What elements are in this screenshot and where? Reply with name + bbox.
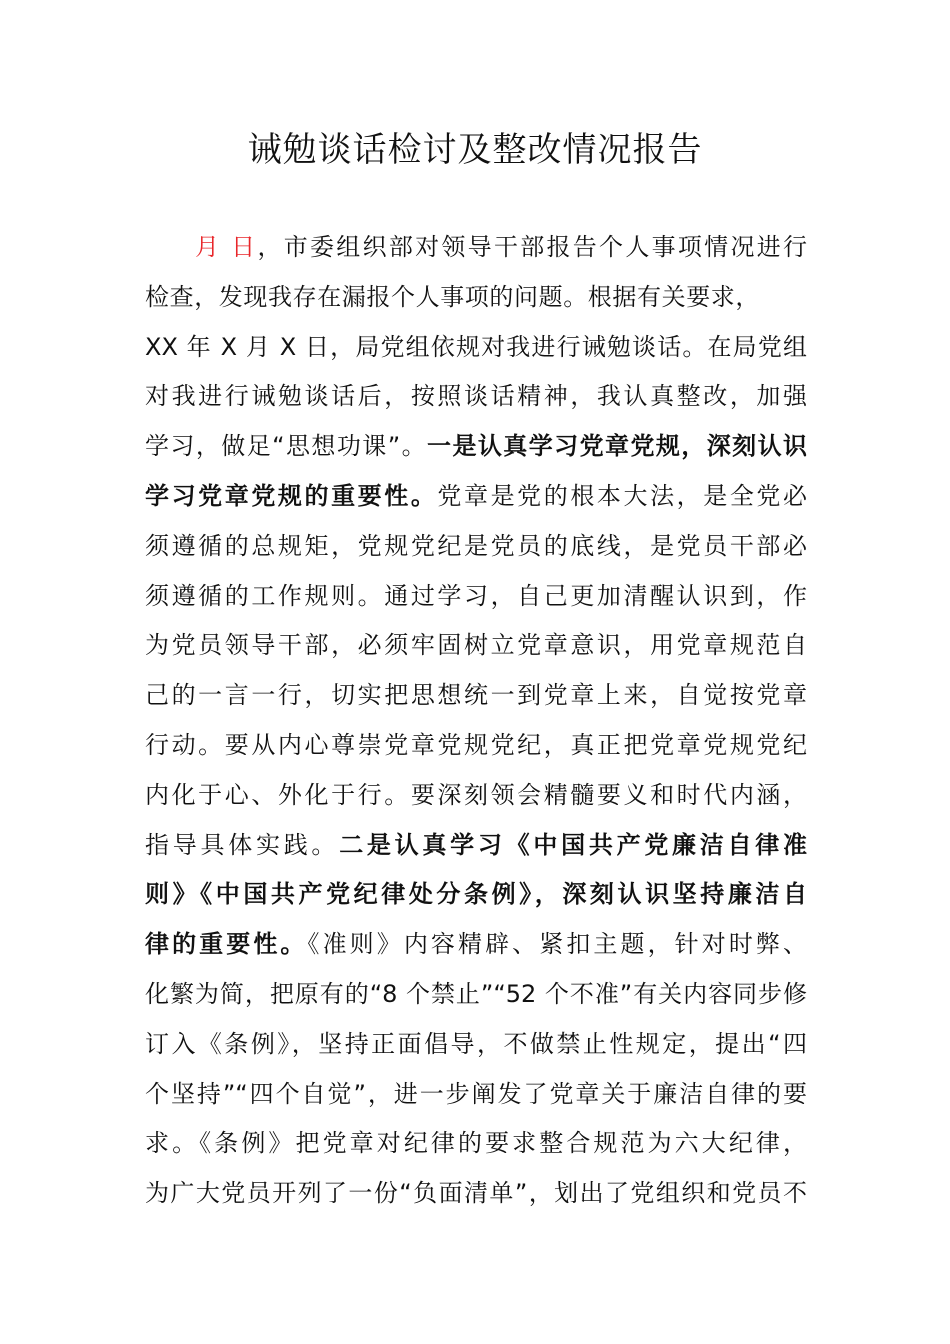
body-text: 学习，做足“思想功课”。	[145, 432, 428, 461]
body-text: 求。《条例》把党章对纪律的要求整合规范为六大纪律，	[145, 1129, 807, 1158]
paragraph-line	[145, 870, 807, 920]
bold-heading-text: 一是认真学习党章党规，深刻认识	[427, 432, 808, 461]
document-title: 诫勉谈话检讨及整改情况报告	[247, 130, 703, 170]
body-text: 行动。要从内心尊崇党章党规党纪，真正把党章党规党纪	[145, 730, 807, 759]
body-text: 《准则》内容精辟、紧扣主题，针对时弊、	[307, 930, 807, 959]
paragraph-line	[145, 572, 807, 622]
body-text: 须遵循的工作规则。通过学习，自己更加清醒认识到，作	[145, 581, 807, 610]
document-body	[145, 223, 807, 1219]
date-placeholder-text: 月 日	[195, 233, 258, 261]
bold-heading-text: 二是认真学习《中国共产党廉洁自律准	[339, 830, 808, 859]
bold-heading-text: 律的重要性。	[145, 930, 308, 959]
paragraph-line	[145, 273, 807, 323]
paragraph-line	[145, 372, 807, 422]
body-text: 指导具体实践。	[145, 830, 340, 859]
bold-heading-text: 学习党章党规的重要性。	[145, 481, 438, 510]
body-text: 为广大党员开列了一份“负面清单”，划出了党组织和党员不	[145, 1179, 807, 1208]
paragraph-line	[145, 522, 807, 572]
bold-heading-text: 则》《中国共产党纪律处分条例》，深刻认识坚持廉洁自	[145, 880, 807, 909]
paragraph-line	[145, 422, 807, 472]
paragraph-line	[145, 771, 807, 821]
body-text: 为党员领导干部，必须牢固树立党章意识，用党章规范自	[145, 631, 807, 660]
body-text: 党章是党的根本大法，是全党必	[437, 481, 808, 510]
paragraph-line	[145, 821, 807, 871]
paragraph-line	[145, 721, 807, 771]
body-text: 己的一言一行，切实把思想统一到党章上来，自觉按党章	[145, 681, 807, 710]
paragraph-line	[145, 621, 807, 671]
paragraph-line	[145, 671, 807, 721]
body-text: 内化于心、外化于行。要深刻领会精髓要义和时代内涵，	[145, 780, 807, 809]
paragraph-line	[145, 472, 807, 522]
body-text: 个坚持”“四个自觉”，进一步阐发了党章关于廉洁自律的要	[145, 1079, 807, 1108]
body-text: 订入《条例》，坚持正面倡导，不做禁止性规定，提出“四	[145, 1029, 807, 1058]
body-text: 须遵循的总规矩，党规党纪是党员的底线，是党员干部必	[145, 531, 807, 560]
paragraph-line	[145, 1020, 807, 1070]
body-text: 检查，发现我存在漏报个人事项的问题。根据有关要求，	[145, 282, 760, 311]
paragraph-line	[145, 1169, 807, 1219]
body-text: 化繁为简，把原有的“8 个禁止”“52 个不准”有关内容同步修	[145, 979, 807, 1008]
body-text: 对我进行诫勉谈话后，按照谈话精神，我认真整改，加强	[145, 382, 807, 411]
paragraph-line	[145, 1070, 807, 1120]
paragraph-line	[145, 223, 807, 273]
paragraph-line	[145, 920, 807, 970]
body-text: ，市委组织部对领导干部报告个人事项情况进行	[257, 233, 807, 261]
body-text: XX 年 X 月 X 日，局党组依规对我进行诫勉谈话。在局党组	[145, 332, 807, 361]
paragraph-line	[145, 1119, 807, 1169]
paragraph-line	[145, 970, 807, 1020]
paragraph-line	[145, 323, 807, 373]
